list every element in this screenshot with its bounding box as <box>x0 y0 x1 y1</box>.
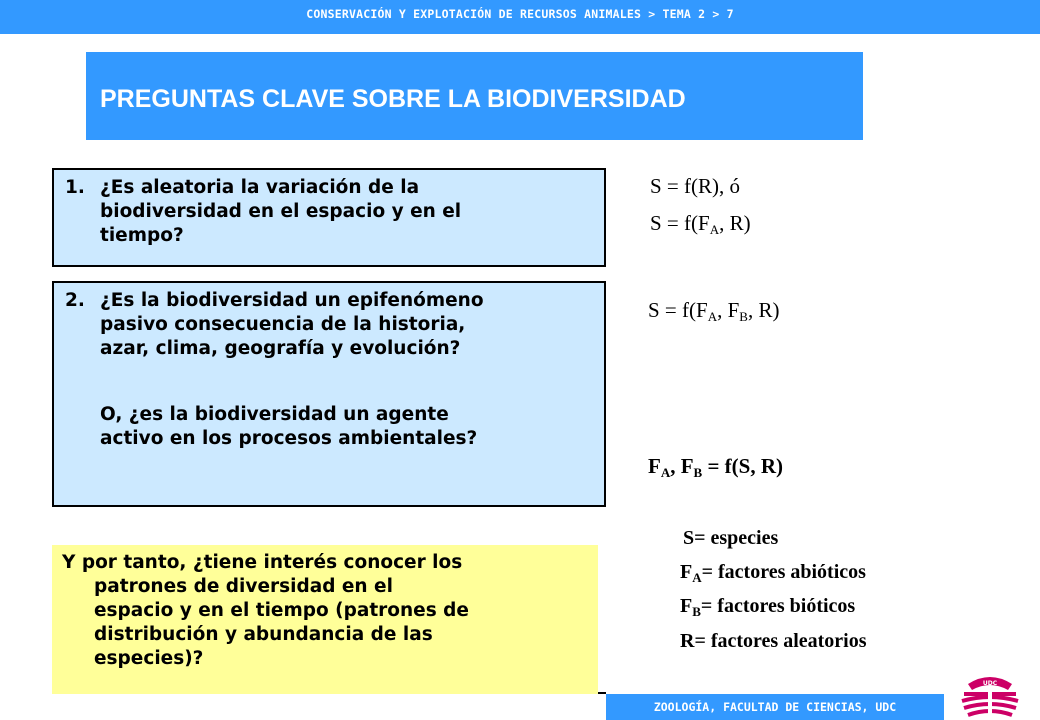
question-2-alt-line-1: O, ¿es la biodiversidad un agente <box>100 404 449 425</box>
footer-institution: ZOOLOGÍA, FACULTAD DE CIENCIAS, UDC <box>606 694 944 720</box>
formula-1: S = f(R), ó <box>650 174 741 198</box>
question-1-box <box>52 168 606 267</box>
question-3-line-5: especies)? <box>94 648 204 669</box>
question-2-alt-line-2: activo en los procesos ambientales? <box>100 428 478 449</box>
formula-3: $S = f(F_A$, $F_B$, R) <box>648 298 780 324</box>
question-2-line-1: ¿Es la biodiversidad un epifenómeno <box>100 290 484 311</box>
university-logo-icon <box>958 668 1022 720</box>
legend-random: R= factores aleatorios <box>680 630 867 652</box>
question-2-number: 2. <box>65 290 85 311</box>
legend-species: S= especies <box>683 527 779 549</box>
breadcrumb: CONSERVACIÓN Y EXPLOTACIÓN DE RECURSOS ANIMALES > TEMA 2 > 7 <box>0 0 1040 34</box>
question-3-box <box>52 545 598 694</box>
question-1-line-3: tiempo? <box>100 225 184 246</box>
formula-2: $S = f(F_A$, R) <box>650 211 751 237</box>
question-2-box <box>52 281 606 507</box>
legend-biotic: $F_B=$ factores bióticos <box>680 595 856 619</box>
legend-abiotic: $F_A=$ factores abióticos <box>680 561 866 585</box>
question-3-line-1: Y por tanto, ¿tiene interés conocer los <box>62 552 463 573</box>
question-2-line-3: azar, clima, geografía y evolución? <box>100 338 461 359</box>
question-2-line-2: pasivo consecuencia de la historia, <box>100 314 466 335</box>
page-title: PREGUNTAS CLAVE SOBRE LA BIODIVERSIDAD <box>100 85 686 113</box>
question-3-line-2: patrones de diversidad en el <box>94 576 393 597</box>
title-banner <box>86 52 863 140</box>
question-3-line-4: distribución y abundancia de las <box>94 624 433 645</box>
question-3-line-3: espacio y en el tiempo (patrones de <box>94 600 469 621</box>
question-1-line-1: ¿Es aleatoria la variación de la <box>100 177 420 198</box>
question-1-number: 1. <box>65 177 85 198</box>
question-1-line-2: biodiversidad en el espacio y en el <box>100 201 462 222</box>
svg-text:UDC: UDC <box>982 680 998 687</box>
formula-4: $F_A$, $F_B = f(S$, R) <box>648 454 784 480</box>
